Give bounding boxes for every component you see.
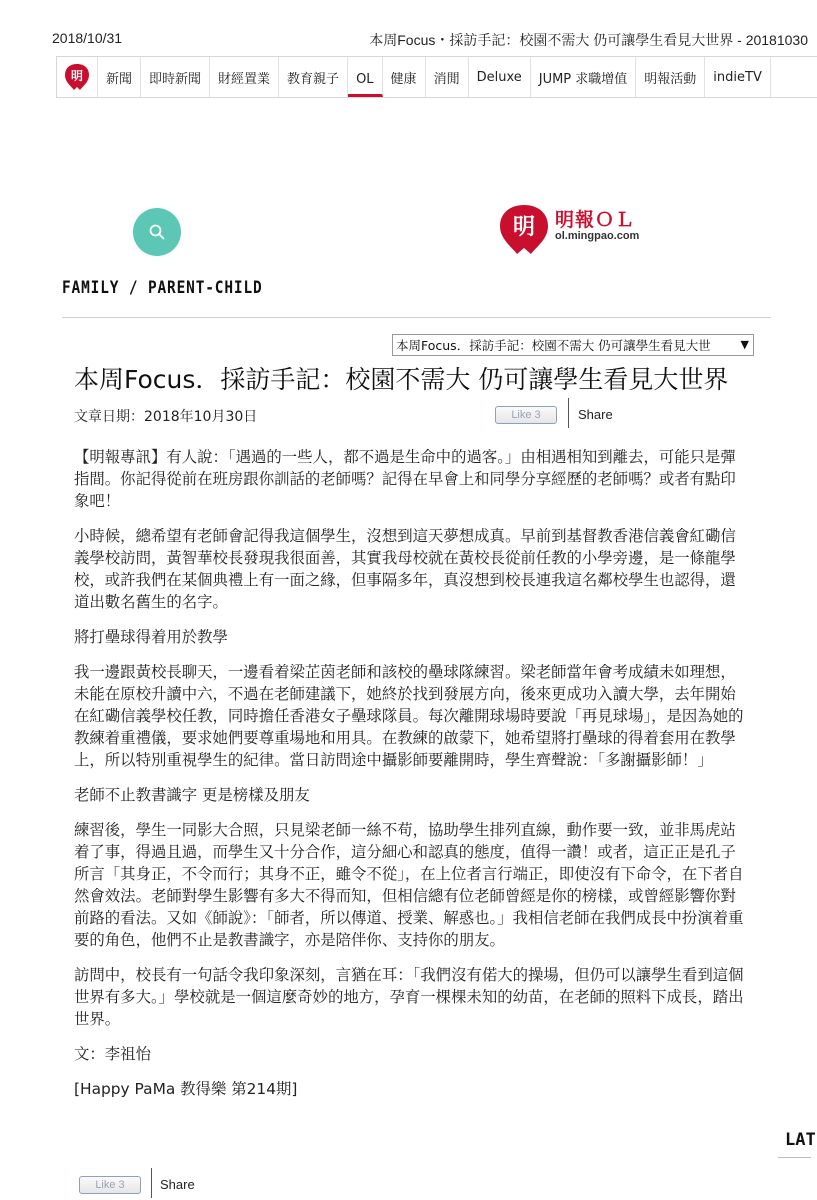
article-source: [Happy PaMa 教得樂 第214期] [74,1080,298,1098]
nav-item-deluxe[interactable]: Deluxe [469,57,531,97]
nav-item-finance[interactable]: 財經置業 [210,57,279,97]
nav-item-leisure[interactable]: 消閒 [426,57,469,97]
article-body [74,446,746,1113]
nav-item-news[interactable]: 新聞 [98,57,141,97]
section-title: FAMILY / PARENT-CHILD [62,278,263,298]
section-divider [62,317,771,318]
article-headline: 本周Focus．採訪手記：校園不需大 仍可讓學生看見大世界 [74,365,729,394]
article-paragraph: 我一邊跟黃校長聊天，一邊看着梁芷茵老師和該校的壘球隊練習。梁老師當年會考成績未如理想，未能在原校升讀中六，不過在老師建議下，她終於找到發展方向，後來更成功入讀大學，去年開始在紅磡信義學校任教，同時擔任香港女子壘球隊員。每次離開球場時要說「再見球場」，是因為她的教練着重禮儀，要求她們要尊重場地和用具。在教練的啟蒙下，她希望將打壘球的得着套用在教學上，所以特別重視學生的紀律。當日訪問途中攝影師要離開時，學生齊聲說：「多謝攝影師！」 [74,663,744,769]
article-select-value: 本周Focus．採訪手記：校園不需大 仍可讓學生看見大世 [396,338,711,353]
article-paragraph: 【明報專訊】有人說：「遇過的一些人，都不過是生命中的過客。」由相遇相知到離去，可能只是彈指間。你記得從前在班房跟你訓話的老師嗎？記得在早會上和同學分享經歷的老師嗎？或者有點印象吧！ [74,448,736,510]
article-paragraph: 訪問中，校長有一句話令我印象深刻，言猶在耳：「我們沒有偌大的操場，但仍可以讓學生看到這個世界有多大。」學校就是一個這麼奇妙的地方，孕育一棵棵未知的幼苗，在老師的照料下成長，踏出世界。 [74,966,744,1028]
article-author: 文：李祖怡 [74,1045,151,1063]
nav-item-ol[interactable]: OL [348,57,382,97]
sidebar-divider [778,1157,811,1158]
nav-item-health[interactable]: 健康 [383,57,426,97]
article-paragraph: 練習後，學生一同影大合照，只見梁老師一絲不苟，協助學生排列直線，動作要一致，並非馬虎站着了事，得過且過，而學生又十分合作，這分細心和認真的態度，值得一讚！或者，這正正是孔子所言「其身正，不令而行；其身不正，雖令不從」，在上位者言行端正，即使沒有下命令，在下者自然會效法。老師對學生影響有多大不得而知，但相信總有位老師曾經是你的榜樣，或曾經影響你對前路的看法。又如《師說》：「師者，所以傳道、授業、解惑也。」我相信老師在我們成長中扮演着重要的角色，他們不止是教書識字，亦是陪伴你、支持你的朋友。 [74,821,744,949]
nav-item-instant-news[interactable]: 即時新聞 [141,57,210,97]
dropdown-arrow-icon: ▼ [740,338,749,351]
main-navigation [56,56,817,98]
nav-item-education[interactable]: 教育親子 [279,57,348,97]
share-divider-top [568,398,569,428]
svg-text:明: 明 [512,215,536,240]
article-subheading: 老師不止教書識字 更是榜樣及朋友 [74,786,310,804]
article-select-dropdown[interactable] [392,334,754,356]
brand-url: ol.mingpao.com [555,230,640,242]
search-button[interactable] [133,208,181,256]
share-button-top[interactable]: Share [578,407,613,422]
nav-item-events[interactable]: 明報活動 [636,57,705,97]
article-paragraph: 小時候，總希望有老師會記得我這個學生，沒想到這天夢想成真。早前到基督教香港信義會紅磡信義學校訪問，黃智華校長發現我很面善，其實我母校就在黃校長從前任教的小學旁邊，是一條龍學校，或許我們在某個典禮上有一面之緣，但事隔多年，真沒想到校長連我這名鄰校學生也認得，還道出數名舊生的名字。 [74,527,736,611]
nav-item-indietv[interactable]: indieTV [705,57,771,97]
print-page-title: 本周Focus・採訪手記：校園不需大 仍可讓學生看見大世界 - 20181030 [369,32,808,48]
share-divider-bottom [151,1168,152,1198]
like-button-top[interactable]: Like 3 [495,406,557,424]
article-date: 文章日期：2018年10月30日 [74,409,258,425]
like-button-bottom[interactable]: Like 3 [79,1176,141,1194]
nav-item-jump[interactable]: JUMP 求職增值 [531,57,637,97]
print-header [0,0,811,50]
mingpao-logo-icon[interactable] [57,57,98,97]
print-date: 2018/10/31 [52,30,123,46]
share-button-bottom[interactable]: Share [160,1177,195,1192]
brand-name: 明報ＯＬ [555,209,636,231]
article-subheading: 將打壘球得着用於教學 [74,628,228,646]
svg-text:明: 明 [70,69,84,83]
sidebar-latest-heading: LAT [785,1130,816,1150]
search-icon [148,223,166,241]
